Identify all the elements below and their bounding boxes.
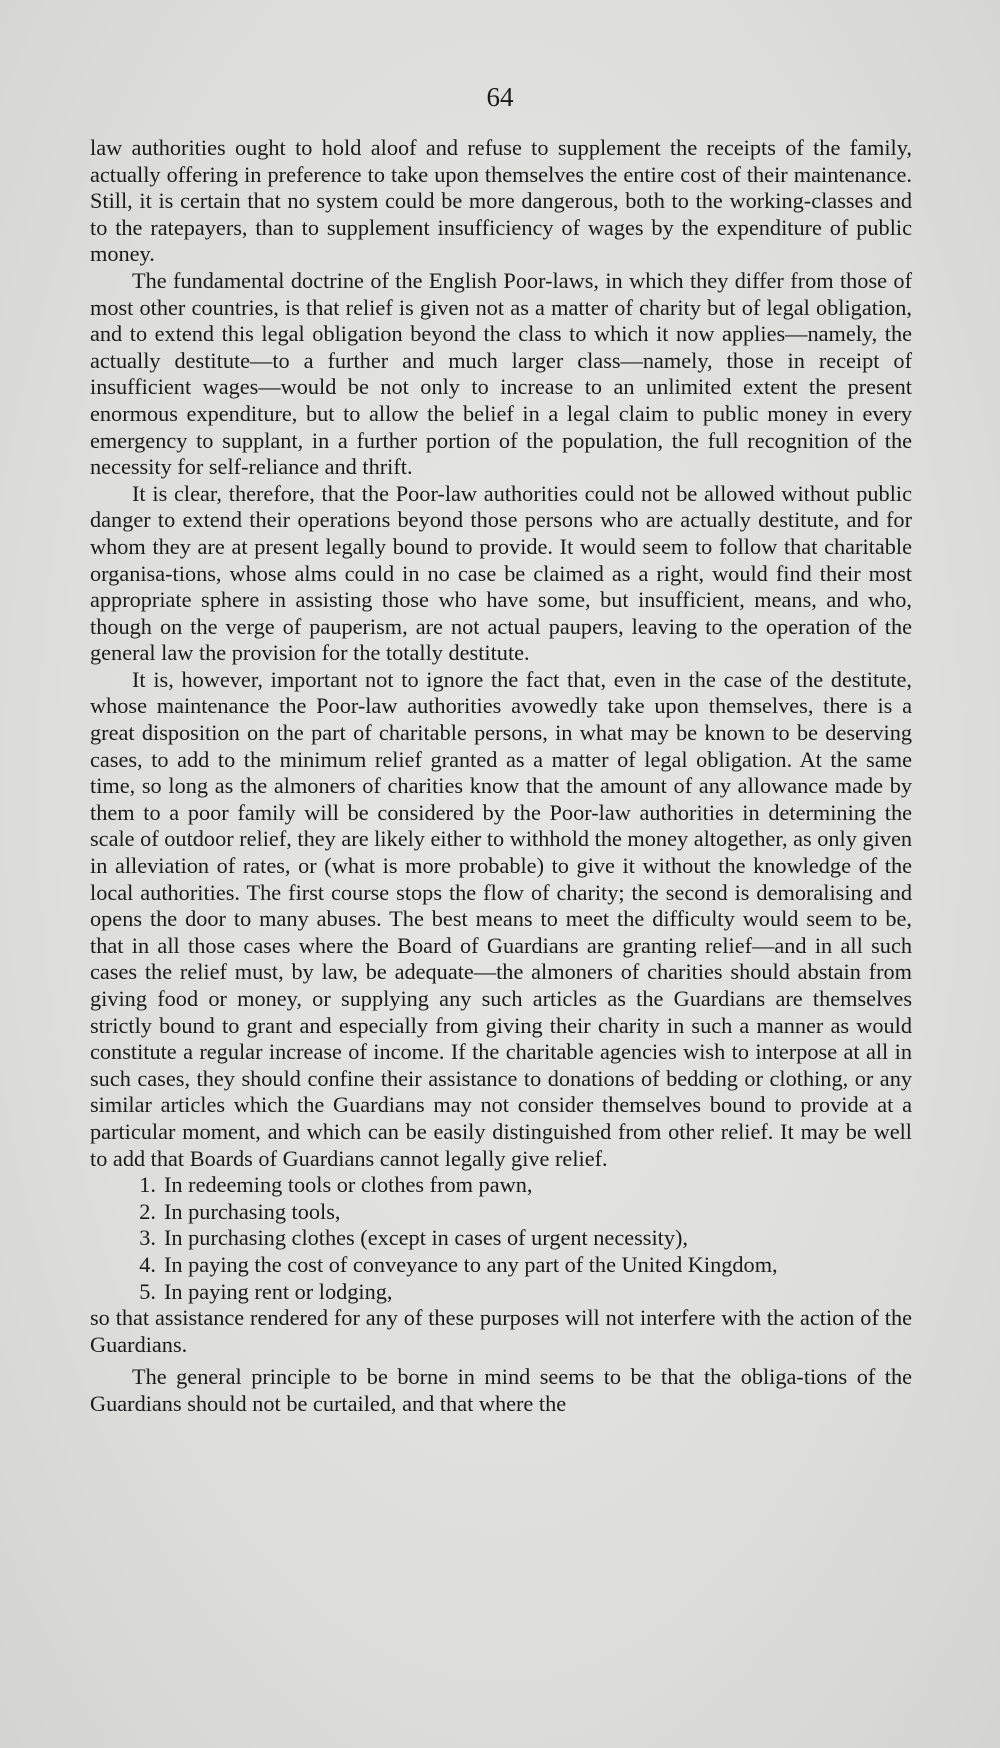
list-item-number: 4. <box>139 1251 156 1277</box>
page-number: 64 <box>486 82 514 112</box>
paragraph-charitable-organisations: It is clear, therefore, that the Poor-law authorities could not be allowed without public danger to extend their operations beyond those persons who are actually destitute, and for whom they are at present legally bound to provide. It would seem to follow that charitable organisa-tions, whose alms could in no case be claimed as a right, would find their most appropriate sphere in assisting those who have some, but insufficient, means, and who, though on the verge of pauperism, are not actual paupers, leaving to the operation of the general law the provision for the totally destitute. <box>90 480 912 666</box>
list-item-text: In paying the cost of conveyance to any part of the United Kingdom, <box>164 1251 778 1277</box>
body-text <box>90 135 912 1418</box>
list-item-text: In paying rent or lodging, <box>164 1278 393 1304</box>
list-item <box>90 1225 912 1252</box>
paragraph-continued: law authorities ought to hold aloof and refuse to supplement the receipts of the family, actually offering in preference to take upon themselves the entire cost of their maintenance. Still, it is certain that no system could be more dangerous, both to the working-classes and to the ratepayers, than to supplement insufficiency of wages by the expenditure of public money. <box>90 135 912 267</box>
paragraph-destitute-cases: It is, however, important not to ignore the fact that, even in the case of the destitute, whose maintenance the Poor-law authorities avowedly take upon themselves, there is a great disposition on the part of charitable persons, in what may be known to be deserving cases, to add to the minimum relief granted as a matter of legal obligation. At the same time, so long as the almoners of charities know that the amount of any allowance made by them to a poor family will be considered by the Poor-law authorities in determining the scale of outdoor relief, they are likely either to withhold the money altogether, as only given in alleviation of rates, or (what is more probable) to give it without the knowledge of the local authorities. The first course stops the flow of charity; the second is demoralising and opens the door to many abuses. The best means to meet the difficulty would seem to be, that in all those cases where the Board of Guardians are granting relief—and in all such cases the relief must, by law, be adequate—the almoners of charities should abstain from giving food or money, or supplying any such articles as the Guardians are themselves strictly bound to grant and especially from giving their charity in such a manner as would constitute a regular increase of income. If the charitable agencies wish to interpose at all in such cases, they should confine their assistance to donations of bedding or clothing, or any similar articles which the Guardians may not consider themselves bound to provide at a particular moment, and which can be easily distinguished from other relief. It may be well to add that Boards of Guardians cannot legally give relief. <box>90 666 912 1171</box>
list-item <box>90 1172 912 1199</box>
list-item <box>90 1252 912 1279</box>
paragraph-general-principle: The general principle to be borne in mind seems to be that the obliga-tions of the Guardians should not be curtailed, and that where the <box>90 1364 912 1416</box>
list-item-text: In purchasing clothes (except in cases of urgent necessity), <box>164 1225 689 1251</box>
list-item-text: In purchasing tools, <box>164 1198 341 1224</box>
list-item-number: 2. <box>139 1198 156 1224</box>
list-item-number: 3. <box>139 1225 156 1251</box>
list-item <box>90 1279 912 1306</box>
paragraph-poor-laws-doctrine: The fundamental doctrine of the English Poor-laws, in which they differ from those of most other countries, is that relief is given not as a matter of charity but of legal obligation, and to extend this legal obligation beyond the class to which it now applies—namely, the actually destitute—to a further and much larger class—namely, those in receipt of insufficient wages—would be not only to increase to an unlimited extent the present enormous expenditure, but to allow the belief in a legal claim to public money in every emergency to supplant, in a further portion of the population, the full recognition of the necessity for self-reliance and thrift. <box>90 267 912 480</box>
relief-restrictions-list <box>90 1172 912 1305</box>
paragraph-after-list: so that assistance rendered for any of these purposes will not interfere with the action of the Guardians. <box>90 1305 912 1357</box>
list-item <box>90 1199 912 1226</box>
list-item-text: In redeeming tools or clothes from pawn, <box>164 1172 533 1198</box>
list-item-number: 5. <box>139 1278 156 1304</box>
list-item-number: 1. <box>139 1172 156 1198</box>
